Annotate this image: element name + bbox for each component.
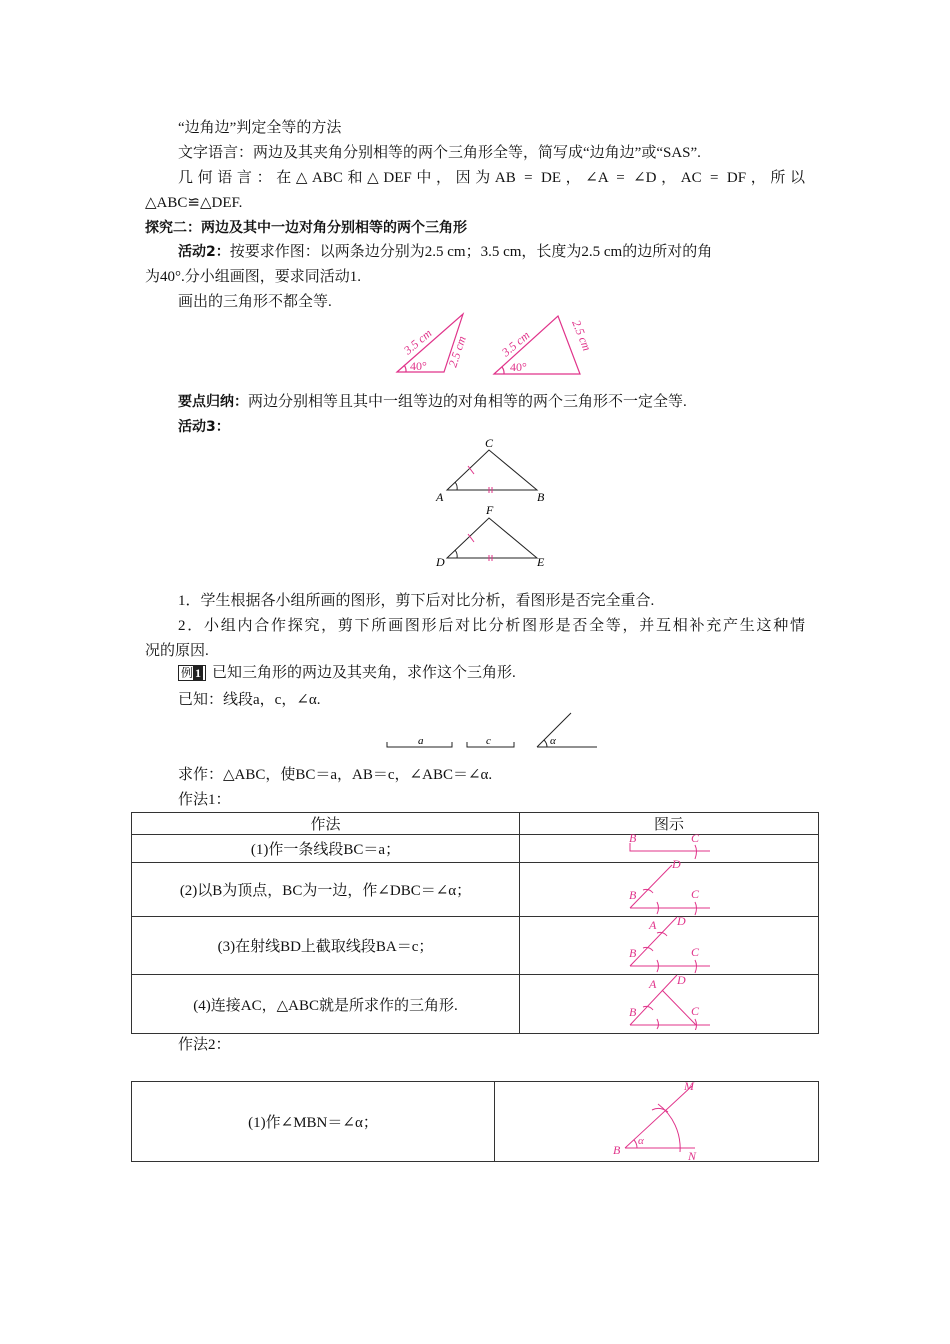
svg-text:D: D [677,914,686,928]
text-line: 求作：△ABC，使BC＝a，AB＝c，∠ABC＝∠α. [178,767,493,783]
text-line: 文字语言：两边及其夹角分别相等的两个三角形全等，简写成“边角边”或“SAS”. [178,145,701,161]
vertex-label: D [436,555,445,569]
text-line: 已知：线段a，c，∠α. [178,692,321,708]
svg-text:N: N [688,1149,697,1163]
text-line: 为40°.分小组画图，要求同活动1. [145,269,361,285]
svg-text:A: A [649,918,657,932]
list-item: 2．小组内合作探究，剪下所画图形后对比分析图形是否全等，并互相补充产生这种情 [178,618,805,634]
side-label: 2.5 cm [445,334,469,369]
section-heading: 探究二：两边及其中一边对角分别相等的两个三角形 [145,220,467,236]
svg-text:D: D [677,973,686,987]
svg-text:C: C [691,887,700,901]
example-badge: 例 1 [178,665,206,681]
text-line: 作法2： [178,1037,231,1053]
angle-label: 40° [510,360,527,374]
activity-label: 活动2： [178,244,230,260]
side-label: 3.5 cm [498,328,533,360]
text-line: 况的原因. [145,643,209,659]
svg-text:B: B [629,888,637,902]
svg-text:C: C [691,1004,700,1018]
text-line: 画出的三角形不都全等. [178,294,332,310]
svg-text:B: B [629,946,637,960]
text-line: △ABC≌△DEF. [145,195,243,211]
svg-text:C: C [691,831,700,845]
svg-text:B: B [613,1143,621,1157]
svg-text:C: C [691,945,700,959]
angle-label: 40° [410,359,427,373]
table-cell: (4)连接AC，△ABC就是所求作的三角形. [132,975,520,1034]
side-label: 3.5 cm [400,326,435,358]
table-cell: (3)在射线BD上截取线段BA＝c； [132,917,520,975]
text-line: 两边分别相等且其中一组等边的对角相等的两个三角形不一定全等. [248,394,687,410]
svg-text:B: B [629,1005,637,1019]
summary-label: 要点归纳： [178,394,248,410]
side-label: 2.5 cm [569,317,595,353]
angle-construction-figure [600,1078,720,1163]
activity-label: 活动3： [178,419,230,435]
svg-text:A: A [649,977,657,991]
vertex-label: F [486,503,494,517]
svg-text:D: D [672,857,681,871]
svg-text:α: α [638,1135,644,1147]
text-line: 按要求作图：以两条边分别为2.5 cm；3.5 cm，长度为2.5 cm的边所对的角 [229,244,713,260]
text-line: 作法1： [178,792,231,808]
text-line: “边角边”判定全等的方法 [178,120,342,136]
text-line: 几何语言：在△ABC和△DEF中，因为AB = DE，∠A = ∠D，AC = DF，所以 [178,170,805,186]
congruent-triangles-figure [420,430,560,570]
vertex-label: C [485,436,494,450]
given-elements-figure [380,705,610,755]
segment-label: a [418,735,424,747]
triangles-figure [380,310,600,390]
vertex-label: B [537,490,545,504]
vertex-label: E [537,555,545,569]
table-cell: (1)作∠MBN＝∠α； [132,1082,495,1162]
table-cell: (1)作一条线段BC＝a； [132,835,520,863]
text-line: 已知三角形的两边及其夹角，求作这个三角形. [212,665,516,681]
angle-label: α [550,735,556,747]
table-header: 作法 [132,813,520,835]
svg-text:M: M [684,1079,694,1093]
vertex-label: A [436,490,444,504]
table-cell: (2)以B为顶点，BC为一边，作∠DBC＝∠α； [132,863,520,917]
construction-steps-figure [600,815,740,1030]
svg-text:B: B [629,831,637,845]
list-item: 1．学生根据各小组所画的图形，剪下后对比分析，看图形是否完全重合. [178,593,655,609]
table-header: 图示 [520,813,819,835]
segment-label: c [486,735,491,747]
